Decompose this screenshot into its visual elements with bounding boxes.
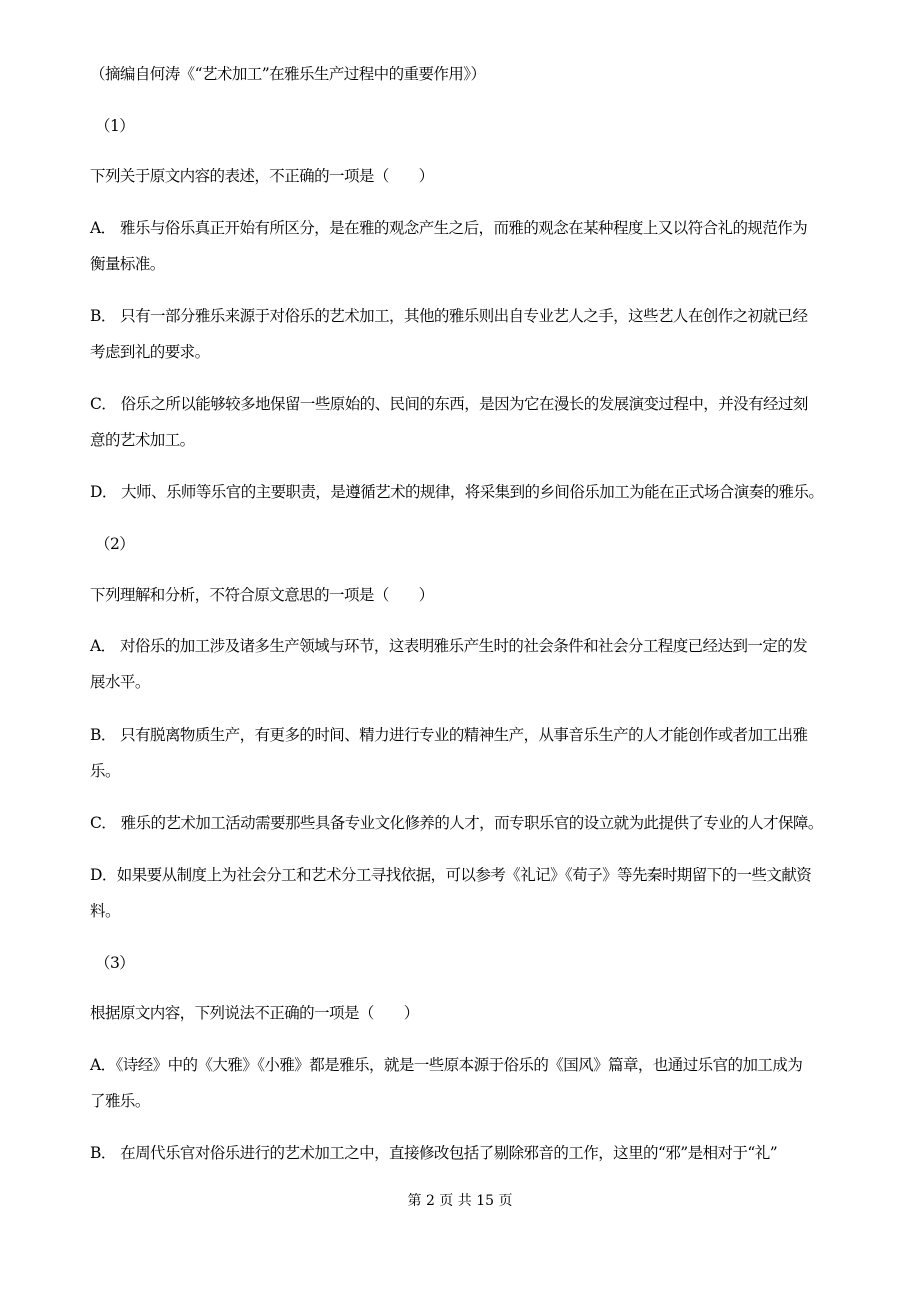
q2-option-b: B． 只有脱离物质生产，有更多的时间、精力进行专业的精神生产，从事音乐生产的人才能创作或者加工出雅 — [90, 726, 808, 744]
source-citation: （摘编自何涛《“艺术加工”在雅乐生产过程中的重要作用》） — [90, 65, 486, 83]
q1-option-b: B． 只有一部分雅乐来源于对俗乐的艺术加工，其他的雅乐则出自专业艺人之手，这些艺人在创作之初就已经 — [90, 307, 808, 325]
q1-option-a-cont: 衡量标准。 — [90, 255, 165, 273]
question-1-stem: 下列关于原文内容的表述，不正确的一项是（ ） — [90, 167, 434, 185]
q3-option-b: B． 在周代乐官对俗乐进行的艺术加工之中，直接修改包括了剔除邪音的工作，这里的“邪”是相对于“礼” — [90, 1144, 778, 1162]
q1-option-d: D． 大师、乐师等乐官的主要职责，是遵循艺术的规律，将采集到的乡间俗乐加工为能在正式场合演奏的雅乐。 — [90, 483, 824, 501]
q2-option-a-cont: 展水平。 — [90, 673, 150, 691]
q1-option-c: C． 俗乐之所以能够较多地保留一些原始的、民间的东西，是因为它在漫长的发展演变过程中，并没有经过刻 — [90, 395, 808, 413]
question-2-stem: 下列理解和分析，不符合原文意思的一项是（ ） — [90, 586, 434, 604]
q3-option-a-cont: 了雅乐。 — [90, 1092, 150, 1110]
q2-option-d: D．如果要从制度上为社会分工和艺术分工寻找依据，可以参考《礼记》《荀子》等先秦时期留下的一些文献资 — [90, 866, 812, 884]
q2-option-d-cont: 料。 — [90, 902, 120, 920]
question-3-number: （3） — [95, 954, 135, 972]
q2-option-a: A． 对俗乐的加工涉及诸多生产领域与环节，这表明雅乐产生时的社会条件和社会分工程度已经达到一定的发 — [90, 637, 808, 655]
q2-option-c: C． 雅乐的艺术加工活动需要那些具备专业文化修养的人才，而专职乐官的设立就为此提供了专业的人才保障。 — [90, 814, 823, 832]
q3-option-a: A．《诗经》中的《大雅》《小雅》都是雅乐，就是一些原本源于俗乐的《国风》篇章，也通过乐官的加工成为 — [90, 1056, 803, 1074]
question-1-number: （1） — [95, 117, 135, 135]
page-footer: 第 2 页 共 15 页 — [407, 1193, 513, 1209]
q2-option-b-cont: 乐。 — [90, 762, 120, 780]
q1-option-c-cont: 意的艺术加工。 — [90, 431, 195, 449]
question-2-number: （2） — [95, 535, 135, 553]
question-3-stem: 根据原文内容，下列说法不正确的一项是（ ） — [90, 1004, 419, 1022]
q1-option-a: A． 雅乐与俗乐真正开始有所区分，是在雅的观念产生之后，而雅的观念在某种程度上又以符合礼的规范作为 — [90, 219, 808, 237]
q1-option-b-cont: 考虑到礼的要求。 — [90, 343, 210, 361]
